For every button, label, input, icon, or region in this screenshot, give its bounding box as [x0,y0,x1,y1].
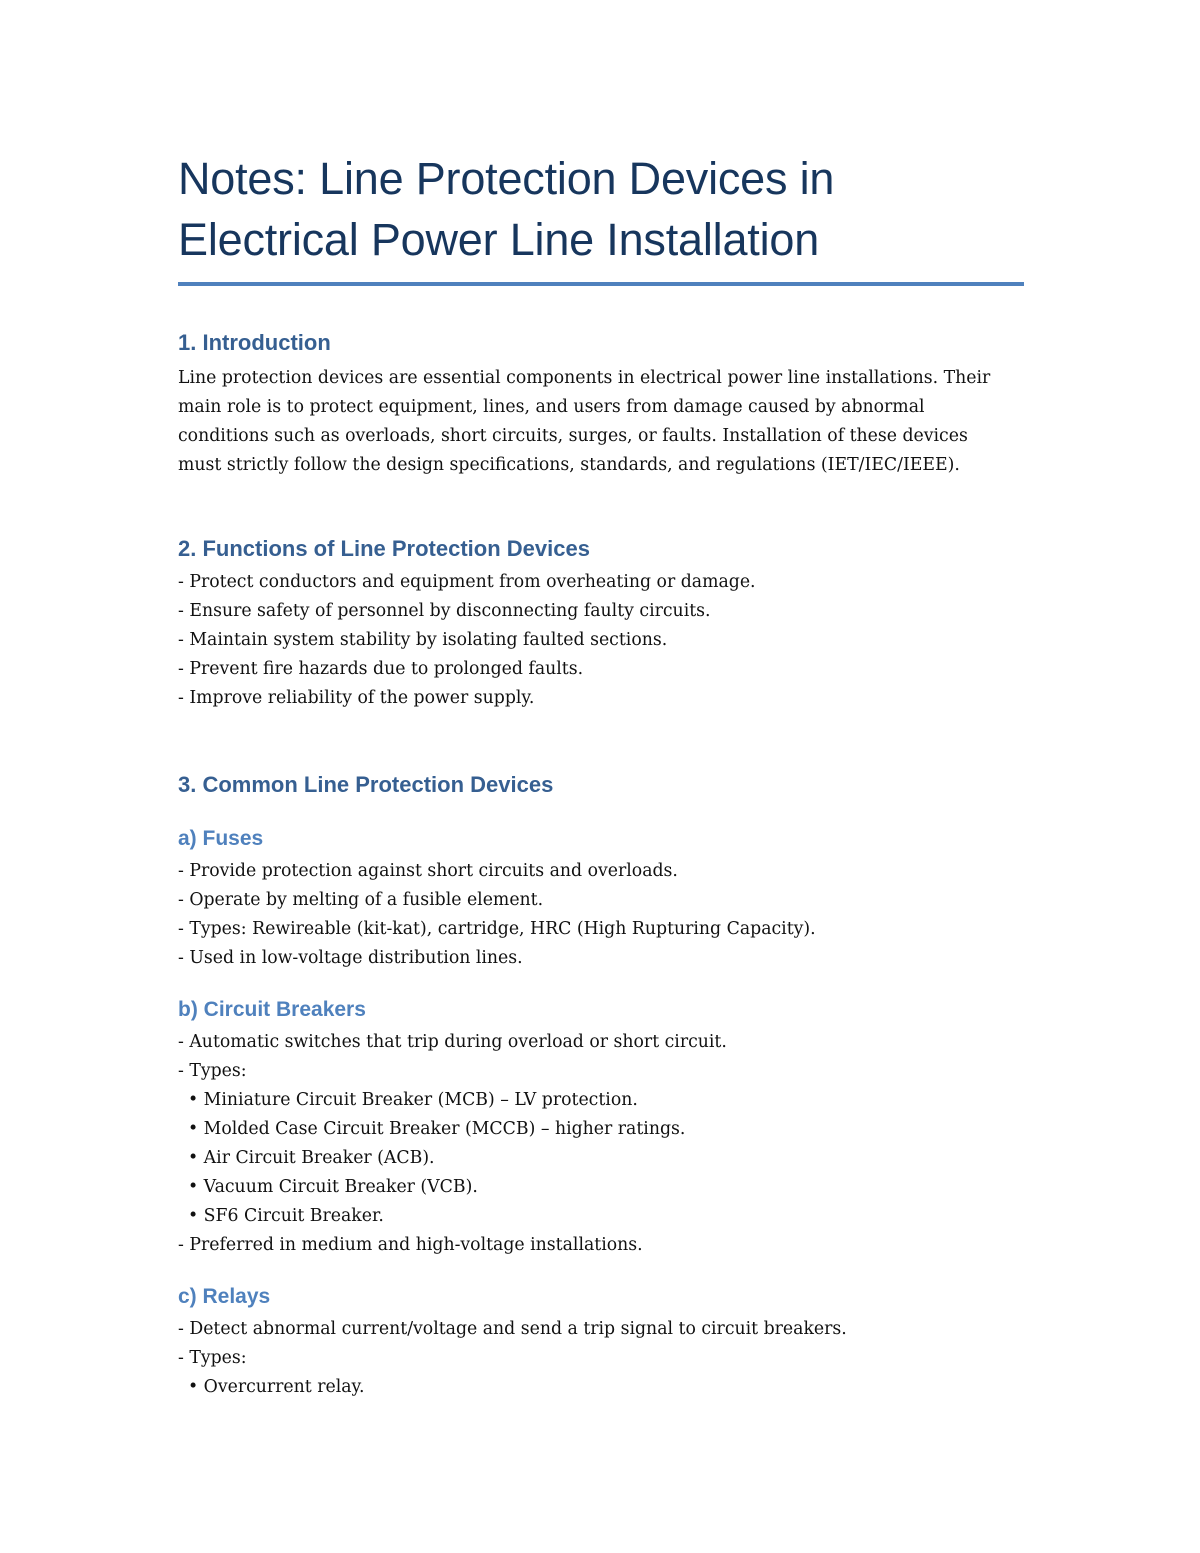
paragraph-line: main role is to protect equipment, lines, and users from damage caused by abnormal [178,397,925,417]
sub-list-item: • Miniature Circuit Breaker (MCB) – LV protection. [188,1090,638,1110]
subsection-heading-fuses: a) Fuses [178,827,264,850]
subsection-heading-circuit-breakers: b) Circuit Breakers [178,998,366,1021]
circuit-breakers-list [178,1028,1024,1260]
list-item: - Detect abnormal current/voltage and send a trip signal to circuit breakers. [178,1319,847,1339]
title-underline [178,282,1024,286]
list-item: - Ensure safety of personnel by disconnecting faulty circuits. [178,601,711,621]
section-heading-common-devices: 3. Common Line Protection Devices [178,772,554,797]
list-item: - Prevent fire hazards due to prolonged faults. [178,659,584,679]
sub-list-item: • Overcurrent relay. [188,1377,365,1397]
sub-list-item: • Air Circuit Breaker (ACB). [188,1148,435,1168]
subsection-heading-relays: c) Relays [178,1285,271,1308]
introduction-paragraph [178,364,1024,480]
list-item: - Provide protection against short circuits and overloads. [178,861,678,881]
sub-list-item: • Vacuum Circuit Breaker (VCB). [188,1177,478,1197]
list-item: - Used in low-voltage distribution lines. [178,948,523,968]
paragraph-line: Line protection devices are essential components in electrical power line installations. Their [178,368,991,388]
section-heading-functions: 2. Functions of Line Protection Devices [178,536,590,561]
functions-list [178,568,1024,713]
list-item: - Types: [178,1348,247,1368]
list-item: - Maintain system stability by isolating faulted sections. [178,630,668,650]
list-item: - Operate by melting of a fusible element. [178,890,544,910]
paragraph-line: must strictly follow the design specifications, standards, and regulations (IET/IEC/IEEE). [178,455,960,475]
relays-list [178,1315,1024,1402]
list-item: - Preferred in medium and high-voltage installations. [178,1235,643,1255]
document-title [178,148,1024,270]
paragraph-line: conditions such as overloads, short circuits, surges, or faults. Installation of these devices [178,426,968,446]
document-content [178,148,1024,1402]
title-line-1: Notes: Line Protection Devices in [178,153,835,204]
section-heading-introduction: 1. Introduction [178,330,331,355]
list-item: - Types: Rewireable (kit-kat), cartridge, HRC (High Rupturing Capacity). [178,919,816,939]
list-item: - Protect conductors and equipment from overheating or damage. [178,572,756,592]
list-item: - Improve reliability of the power supply. [178,688,535,708]
title-line-2: Electrical Power Line Installation [178,214,820,265]
list-item: - Automatic switches that trip during overload or short circuit. [178,1032,727,1052]
sub-list-item: • SF6 Circuit Breaker. [188,1206,384,1226]
sub-list-item: • Molded Case Circuit Breaker (MCCB) – higher ratings. [188,1119,686,1139]
fuses-list [178,857,1024,973]
list-item: - Types: [178,1061,247,1081]
